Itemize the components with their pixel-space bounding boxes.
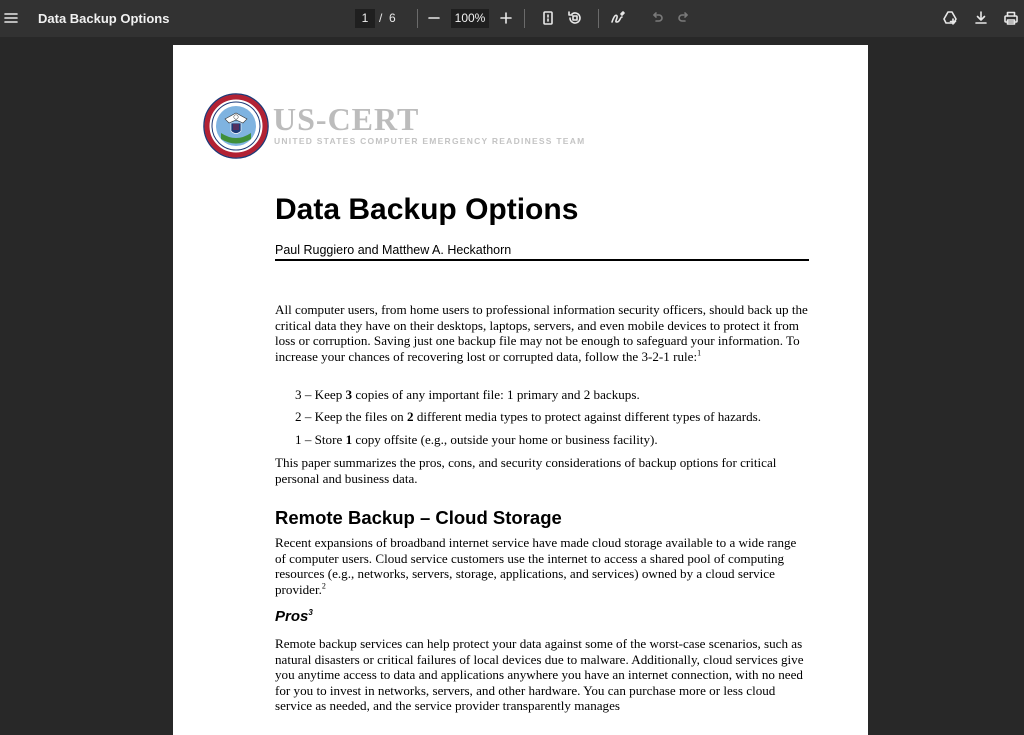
section-paragraph [275, 535, 809, 597]
section-heading: Remote Backup – Cloud Storage [275, 507, 562, 528]
zoom-input[interactable]: 100% [451, 9, 489, 28]
pros-paragraph: Remote backup services can help protect your data against some of the worst-case scenarios, such as natural disasters or critical failures of local devices due to malware. Additionally, cloud services give you anytime access to data and applications anywhere you have an internet connection, with no need for you to invest in networks, servers, and other hardware. You can purchase more or less cloud service as needed, and the service provider transparently manages [275, 636, 804, 713]
document-authors: Paul Ruggiero and Matthew A. Heckathorn [275, 243, 512, 257]
fit-page-icon[interactable] [535, 5, 561, 31]
zoom-in-icon[interactable] [493, 5, 519, 31]
footnote-ref[interactable]: 3 [308, 608, 313, 617]
footnote-ref[interactable]: 1 [697, 348, 702, 358]
intro-paragraph [275, 302, 809, 364]
summary-paragraph: This paper summarizes the pros, cons, and security considerations of backup options for critical personal and business data. [275, 455, 777, 486]
rule-text: 2 – Keep the files on [295, 409, 407, 424]
add-to-drive-icon[interactable] [937, 5, 963, 31]
toolbar-divider [598, 9, 599, 28]
rule-text: 1 – Store [295, 432, 346, 447]
page-number-input[interactable]: 1 [355, 9, 375, 28]
zoom-out-icon[interactable] [421, 5, 447, 31]
draw-icon[interactable] [605, 5, 631, 31]
rule-text: different media types to protect against different types of hazards. [413, 409, 762, 424]
rule-item [295, 409, 761, 425]
pros-heading-text: Pros [275, 608, 309, 625]
pros-heading [275, 608, 313, 625]
rotate-icon[interactable] [562, 5, 588, 31]
redo-icon[interactable] [671, 5, 697, 31]
pdf-toolbar [0, 0, 1024, 37]
intro-text: All computer users, from home users to professional information security officers, should back up the critical data they have on their desktops, laptops, servers, and even mobile devices to protect it from loss or corruption. Saving just one backup file may not be enough to safeguard your information. To increase your chances of recovering lost or corrupted data, follow the 3-2-1 rule: [275, 302, 808, 364]
title-rule [275, 259, 809, 261]
rule-text: copies of any important file: 1 primary and 2 backups. [352, 387, 640, 402]
document-title: Data Backup Options [38, 11, 170, 26]
rule-number: 1 [345, 432, 353, 447]
pdf-page [173, 45, 868, 735]
uscert-subtitle: UNITED STATES COMPUTER EMERGENCY READINESS TEAM [274, 136, 586, 146]
page-total: 6 [389, 11, 396, 25]
rule-text: 3 – Keep [295, 387, 346, 402]
rule-number: 3 [345, 387, 353, 402]
page-separator: / [379, 11, 383, 25]
toolbar-divider [524, 9, 525, 28]
rule-text: copy offsite (e.g., outside your home or business facility). [352, 432, 658, 447]
download-icon[interactable] [968, 5, 994, 31]
rule-item [295, 387, 640, 403]
rule-item [295, 432, 658, 448]
print-icon[interactable] [998, 5, 1024, 31]
rule-number: 2 [407, 409, 414, 424]
menu-icon[interactable] [0, 5, 24, 31]
dhs-seal-logo [203, 93, 269, 159]
uscert-wordmark: US-CERT [273, 101, 420, 137]
toolbar-divider [417, 9, 418, 28]
footnote-ref[interactable]: 2 [321, 581, 326, 591]
undo-icon[interactable] [644, 5, 670, 31]
document-heading: Data Backup Options [275, 193, 579, 226]
section-text: Recent expansions of broadband internet service have made cloud storage available to a wide range of computer users. Cloud service customers use the internet to access a shared pool of computing resources (e.g., networks, servers, storage, applications, and services) owned by a cloud service provider. [275, 535, 797, 597]
